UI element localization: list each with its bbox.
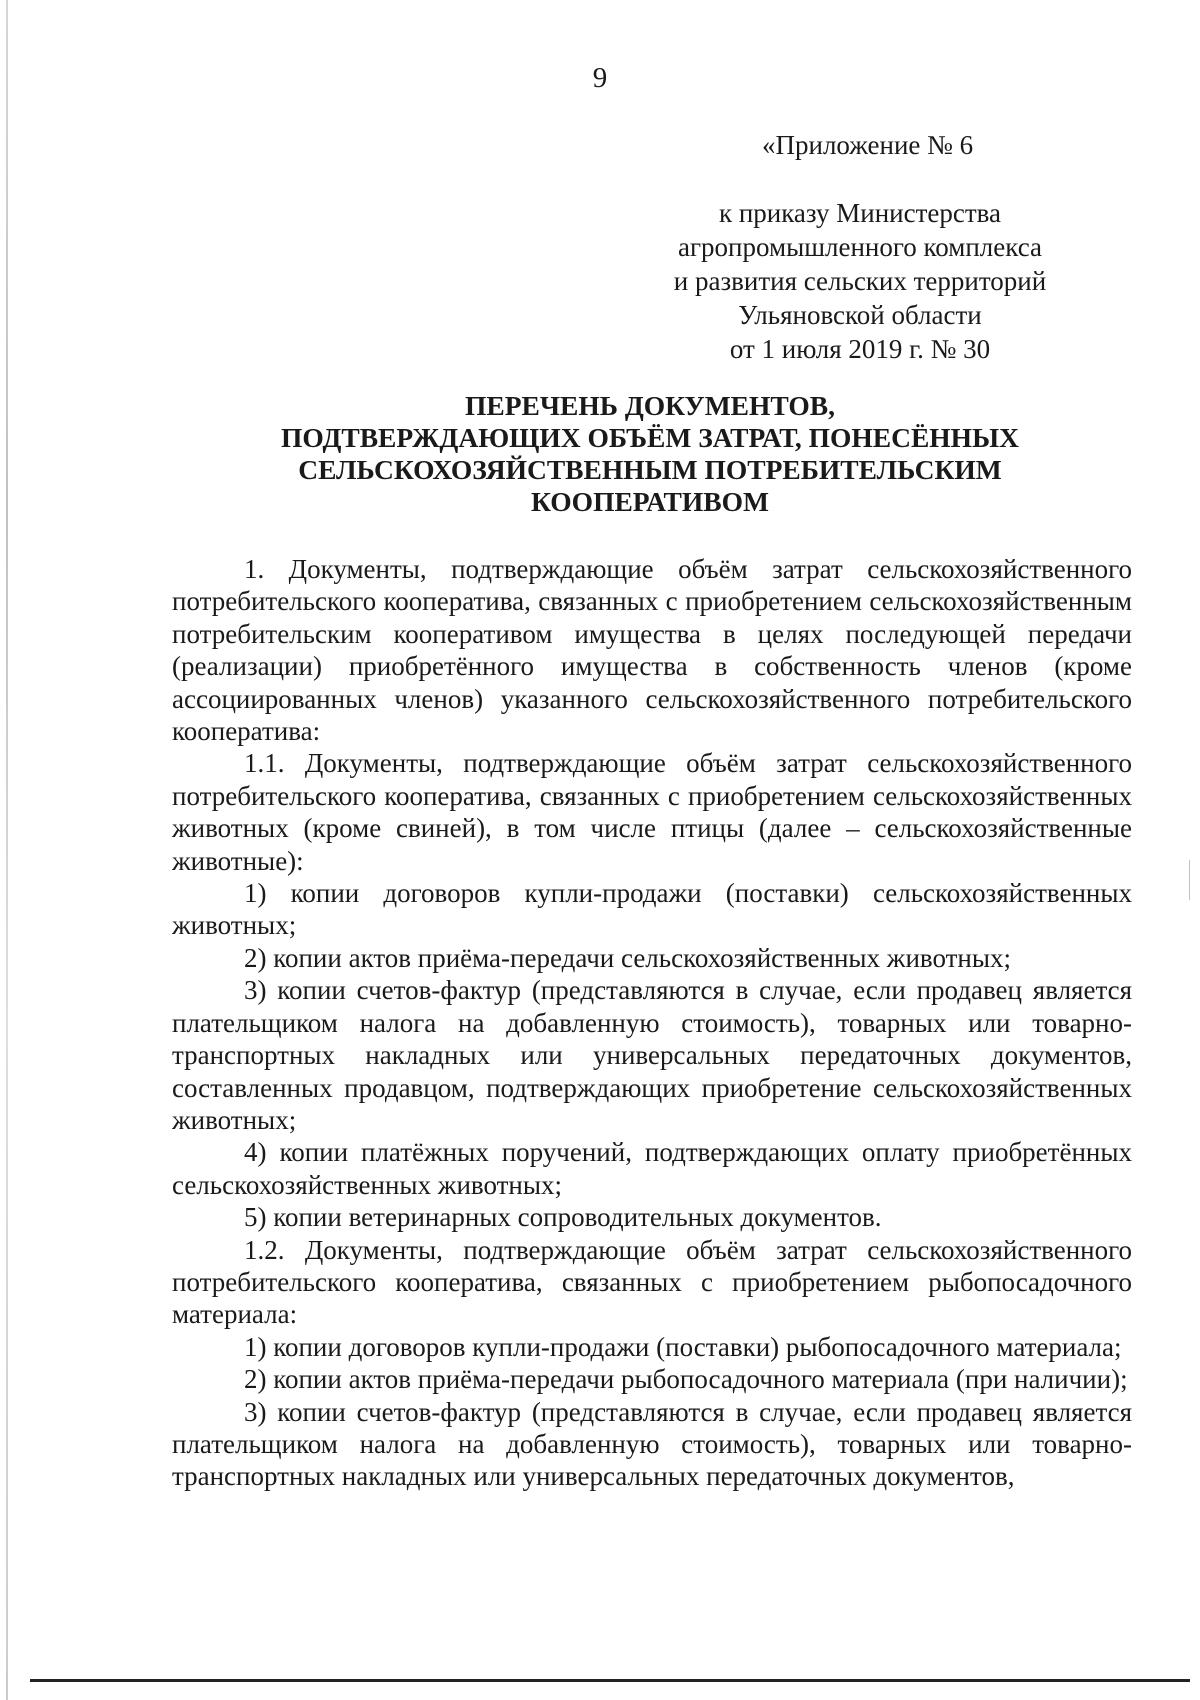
document-title-line: СЕЛЬСКОХОЗЯЙСТВЕННЫМ ПОТРЕБИТЕЛЬСКИМ: [298, 454, 1002, 485]
order-reference-line: от 1 июля 2019 г. № 30: [729, 334, 991, 364]
page-number: 9: [592, 62, 608, 94]
order-reference: [630, 196, 1090, 366]
document-title-line: ПОДТВЕРЖДАЮЩИХ ОБЪЁМ ЗАТРАТ, ПОНЕСЁННЫХ: [281, 422, 1019, 453]
body-paragraph: 1.1. Документы, подтверждающие объём затрат сельскохозяйственного потребительского кооператива, связанных с приобретением сельскохозяйственных животных (кроме свиней), в том числе птицы (далее – сельскохозяйственные животные):: [172, 748, 1132, 876]
body-paragraph: 3) копии счетов-фактур (представляются в случае, если продавец является плательщиком налога на добавленную стоимость), товарных или товарно-транспортных накладных или универсальных передаточных документов, составленных продавцом, подтверждающих приобретение сельскохозяйственных животных;: [172, 975, 1132, 1135]
appendix-header: «Приложение № 6: [762, 130, 974, 160]
body-paragraph: 2) копии актов приёма-передачи рыбопосадочного материала (при наличии);: [244, 1364, 1128, 1395]
scan-left-edge: [6, 0, 8, 1700]
body-paragraph: 5) копии ветеринарных сопроводительных документов.: [244, 1202, 882, 1233]
order-reference-line: агропромышленного комплекса: [678, 232, 1042, 262]
body-paragraph: 1) копии договоров купли-продажи (поставки) сельскохозяйственных животных;: [172, 878, 1132, 941]
body-paragraph: 1. Документы, подтверждающие объём затрат сельскохозяйственного потребительского кооператива, связанных с приобретением сельскохозяйственным потребительским кооперативом имущества в целях последующей передачи (реализации) приобретённого имущества в собственность членов (кроме ассоциированных членов) указанного сельскохозяйственного потребительского кооператива:: [172, 554, 1132, 747]
body-paragraph: 3) копии счетов-фактур (представляются в случае, если продавец является плательщиком налога на добавленную стоимость), товарных или товарно-транспортных накладных или универсальных передаточных документов,: [172, 1396, 1132, 1492]
document-title-line: ПЕРЕЧЕНЬ ДОКУМЕНТОВ,: [464, 390, 835, 421]
body-paragraph: 1) копии договоров купли-продажи (поставки) рыбопосадочного материала;: [244, 1331, 1122, 1362]
body-paragraph: 2) копии актов приёма-передачи сельскохозяйственных животных;: [244, 942, 1012, 973]
document-title: [170, 390, 1130, 518]
scan-bottom-border: [30, 1679, 1190, 1682]
document-title-line: КООПЕРАТИВОМ: [531, 486, 769, 517]
document-body: [172, 553, 1132, 1493]
body-paragraph: 1.2. Документы, подтверждающие объём затрат сельскохозяйственного потребительского кооператива, связанных с приобретением рыбопосадочного материала:: [172, 1234, 1132, 1330]
order-reference-line: Ульяновской области: [738, 300, 982, 330]
body-paragraph: 4) копии платёжных поручений, подтверждающих оплату приобретённых сельскохозяйственных животных;: [172, 1137, 1132, 1200]
scan-right-mark: [1189, 860, 1190, 900]
order-reference-line: к приказу Министерства: [718, 198, 1002, 228]
order-reference-line: и развития сельских территорий: [673, 266, 1047, 296]
